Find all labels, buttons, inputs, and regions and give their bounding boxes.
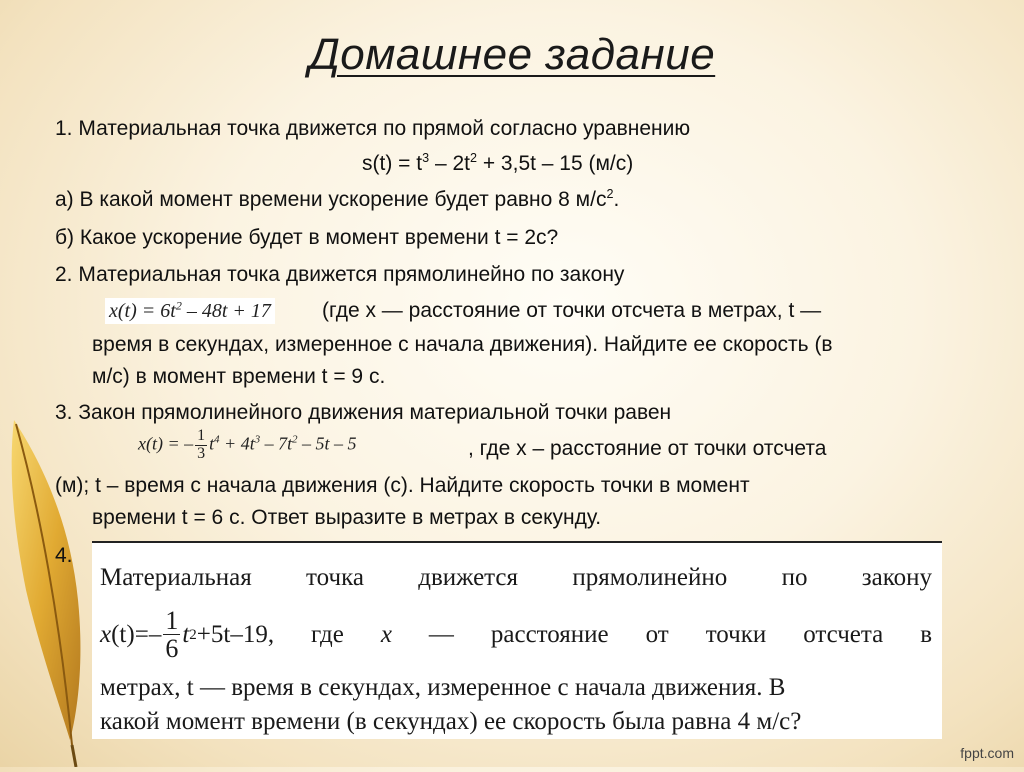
eq-part: – 2t: [429, 152, 470, 175]
problem-2-text: 2. Материальная точка движется прямолинейно по закону: [55, 263, 625, 286]
problem-1-text: 1. Материальная точка движется по прямой согласно уравнению: [55, 117, 691, 140]
problem-1a: [55, 189, 619, 210]
scan-word: x: [380, 620, 392, 648]
unit-exponent: 2: [606, 187, 614, 201]
problem-2-line-3: время в секундах, измеренное с начала движения). Найдите ее скорость (в: [92, 333, 833, 356]
scan-word: закону: [861, 564, 932, 591]
formula-part: =–: [134, 620, 162, 648]
formula-part: – 5t – 5: [297, 433, 357, 454]
scan-line-2: [100, 607, 932, 663]
scan-word: в: [920, 620, 932, 648]
scan-word: где: [311, 620, 344, 648]
formula-exponent: 2: [292, 433, 298, 446]
fraction: [163, 607, 180, 663]
problem-3-formula: [138, 428, 357, 463]
scan-word: от: [645, 620, 669, 648]
problem-1-equation: [362, 153, 633, 174]
problem-4-scan: [92, 541, 942, 739]
formula-part: – 7t: [260, 433, 293, 454]
formula-part: t: [182, 620, 190, 648]
problem-3-line-3: (м); t – время с начала движения (с). Найдите скорость точки в момент: [55, 474, 750, 497]
problem-2-formula: [105, 298, 275, 324]
problem-3-text: 3. Закон прямолинейного движения материальной точки равен: [55, 401, 672, 424]
scan-line-4: какой момент времени (в секундах) ее скорость была равна 4 м/с?: [100, 708, 802, 735]
scan-word: точки: [705, 620, 767, 648]
eq-part: s(t) = t: [362, 152, 423, 175]
problem-3-line-4: времени t = 6 с. Ответ выразите в метрах в секунду.: [92, 506, 602, 529]
scan-word: Материальная: [100, 564, 252, 591]
fraction-denominator: 6: [165, 634, 179, 664]
problem-1a-text: а) В какой момент времени ускорение будет равно 8 м/с: [55, 188, 607, 211]
problem-1b: б) Какое ускорение будет в момент времени t = 2с?: [55, 226, 559, 249]
scan-word: расстояние: [490, 620, 609, 648]
formula-part: x(t) = –: [138, 433, 194, 454]
fraction-denominator: 3: [197, 444, 206, 462]
problem-2-line-4: м/с) в момент времени t = 9 с.: [92, 365, 386, 388]
formula-part: + 4t: [219, 433, 255, 454]
problem-3-line-2: , где x – расстояние от точки отсчета: [468, 437, 827, 460]
problem-2-line-2: (где x — расстояние от точки отсчета в метрах, t —: [322, 299, 822, 322]
scan-word: движется: [418, 564, 519, 591]
eq-exponent: 3: [422, 151, 430, 165]
scan-formula: x (t) =– $\frac{1}{6}$ t 2 +5t–19,: [100, 606, 275, 664]
scan-word: точка: [306, 564, 364, 591]
fraction-numerator: 1: [197, 427, 206, 444]
scan-line-3: метрах, t — время в секундах, измеренное с начала движения. В: [100, 674, 786, 701]
scan-word: по: [781, 564, 808, 591]
problem-4-label: 4.: [55, 544, 73, 567]
period: .: [613, 188, 620, 211]
fraction-numerator: 1: [165, 606, 179, 635]
formula-exponent: 3: [254, 433, 261, 446]
formula-exponent: 4: [214, 433, 220, 446]
scan-word: прямолинейно: [572, 564, 728, 591]
scan-word: —: [428, 620, 454, 648]
slide-title: Домашнее задание: [308, 30, 716, 79]
formula-part: +5t–19,: [196, 620, 275, 648]
scan-word: отсчета: [803, 620, 884, 648]
formula-part: x: [100, 620, 112, 648]
fraction: [195, 428, 207, 463]
formula-part: – 48t + 17: [181, 300, 271, 322]
formula-part: (t): [111, 620, 135, 648]
formula-part: x(t) = 6t: [109, 300, 176, 322]
eq-exponent: 2: [469, 151, 477, 165]
watermark: fppt.com: [960, 745, 1014, 761]
scan-line-1: [100, 565, 932, 590]
eq-part: + 3,5t – 15 (м/с): [477, 152, 634, 175]
formula-part: t: [209, 433, 215, 454]
formula-exponent: 2: [175, 298, 182, 313]
